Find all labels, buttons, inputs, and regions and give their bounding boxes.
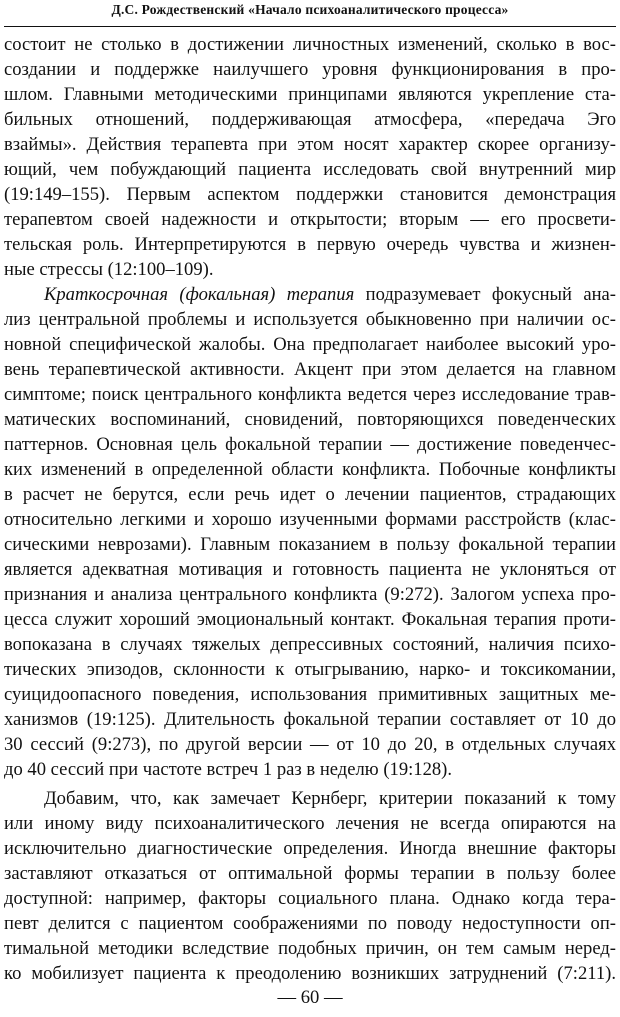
paragraph-2 <box>4 282 616 782</box>
body-text <box>4 32 616 986</box>
text-line: ханизмов (19:125). Длительность фокальной терапии составляет от 10 до <box>4 709 616 730</box>
text-line: заставляют отказаться от оптимальной формы терапии в пользу более <box>4 863 616 884</box>
paragraph-3 <box>4 786 616 986</box>
first-line-rest: подразумевает фокусный ана- <box>354 284 616 305</box>
text-line: терапевтом своей надежности и открытости; вторым — его просвети- <box>4 209 616 230</box>
text-line: взаймы». Действия терапевта при этом носят характер скорее организу- <box>4 134 616 155</box>
text-line: состоит не столько в достижении личностных изменений, сколько в вос- <box>4 34 616 55</box>
paragraph-1 <box>4 32 616 282</box>
text-line: сическими неврозами). Главным показанием в пользу фокальной терапии <box>4 534 616 555</box>
page-number: — 60 — <box>277 987 343 1008</box>
text-line: ные стрессы (12:100–109). <box>4 259 214 280</box>
running-head: Д.С. Рождественский «Начало психоаналитического процесса» <box>111 2 509 17</box>
text-line: симптоме; поиск центрального конфликта ведется через исследование трав- <box>4 384 616 405</box>
text-line: лиз центральной проблемы и используется обыкновенно при наличии ос- <box>4 309 616 330</box>
italic-term: Краткосрочная (фокальная) терапия <box>44 284 355 305</box>
text-line: тельская роль. Интерпретируются в первую очередь чувства и жизнен- <box>4 234 616 255</box>
text-line: тимальной методики вследствие подобных причин, он тем самым неред- <box>4 938 616 959</box>
text-line: ких изменений в определенной области конфликта. Побочные конфликты <box>4 459 616 480</box>
text-line: Добавим, что, как замечает Кернберг, критерии показаний к тому <box>44 788 616 809</box>
text-line: ко мобилизует пациента к преодолению возникших затруднений (7:211). <box>4 963 616 984</box>
text-line: певт делится с пациентом соображениями по поводу недоступности оп- <box>4 913 616 934</box>
text-line: матических воспоминаний, сновидений, повторяющихся поведенческих <box>4 409 616 430</box>
text-line: создании и поддержке наилучшего уровня функционирования в про- <box>4 59 616 80</box>
text-line: исключительно диагностические определения. Иногда внешние факторы <box>4 838 616 859</box>
text-line: вопоказана в случаях тяжелых депрессивных состояний, наличия психо- <box>4 634 616 655</box>
text-line: 30 сессий (9:273), по другой версии — от 10 до 20, в отдельных случаях <box>4 734 616 755</box>
text-line: ющий, чем побуждающий пациента исследовать свой внутренний мир <box>4 159 616 180</box>
text-line: признания и анализа центрального конфликта (9:272). Залогом успеха про- <box>4 584 616 605</box>
paragraph-first-line <box>4 282 616 307</box>
text-line: или иному виду психоаналитического лечения не всегда опираются на <box>4 813 616 834</box>
text-line: вень терапевтической активности. Акцент при этом делается на главном <box>4 359 616 380</box>
text-line: паттернов. Основная цель фокальной терапии — достижение поведенчес- <box>4 434 616 455</box>
text-line: тических эпизодов, склонности к отыгрыванию, нарко- и токсикомании, <box>4 659 616 680</box>
text-line: цесса служит хороший эмоциональный контакт. Фокальная терапия проти- <box>4 609 616 630</box>
header-rule <box>4 26 616 27</box>
text-line: относительно легкими и хорошо изученными формами расстройств (клас- <box>4 509 616 530</box>
text-line: бильных отношений, поддерживающая атмосфера, «передача Эго <box>4 109 616 130</box>
text-line: новной специфической жалобы. Она предполагает наиболее высокий уро- <box>4 334 616 355</box>
text-line: (19:149–155). Первым аспектом поддержки становится демонстрация <box>4 184 616 205</box>
text-line: до 40 сессий при частоте встреч 1 раз в неделю (19:128). <box>4 759 453 780</box>
text-line: является адекватная мотивация и готовность пациента не уклоняться от <box>4 559 616 580</box>
text-line: доступной: например, факторы социального плана. Однако когда тера- <box>4 888 616 909</box>
text-line: шлом. Главными методическими принципами являются укрепление ста- <box>4 84 616 105</box>
text-line: суицидоопасного поведения, использования примитивных защитных ме- <box>4 684 616 705</box>
text-line: в расчет не берутся, если речь идет о лечении пациентов, страдающих <box>4 484 616 505</box>
